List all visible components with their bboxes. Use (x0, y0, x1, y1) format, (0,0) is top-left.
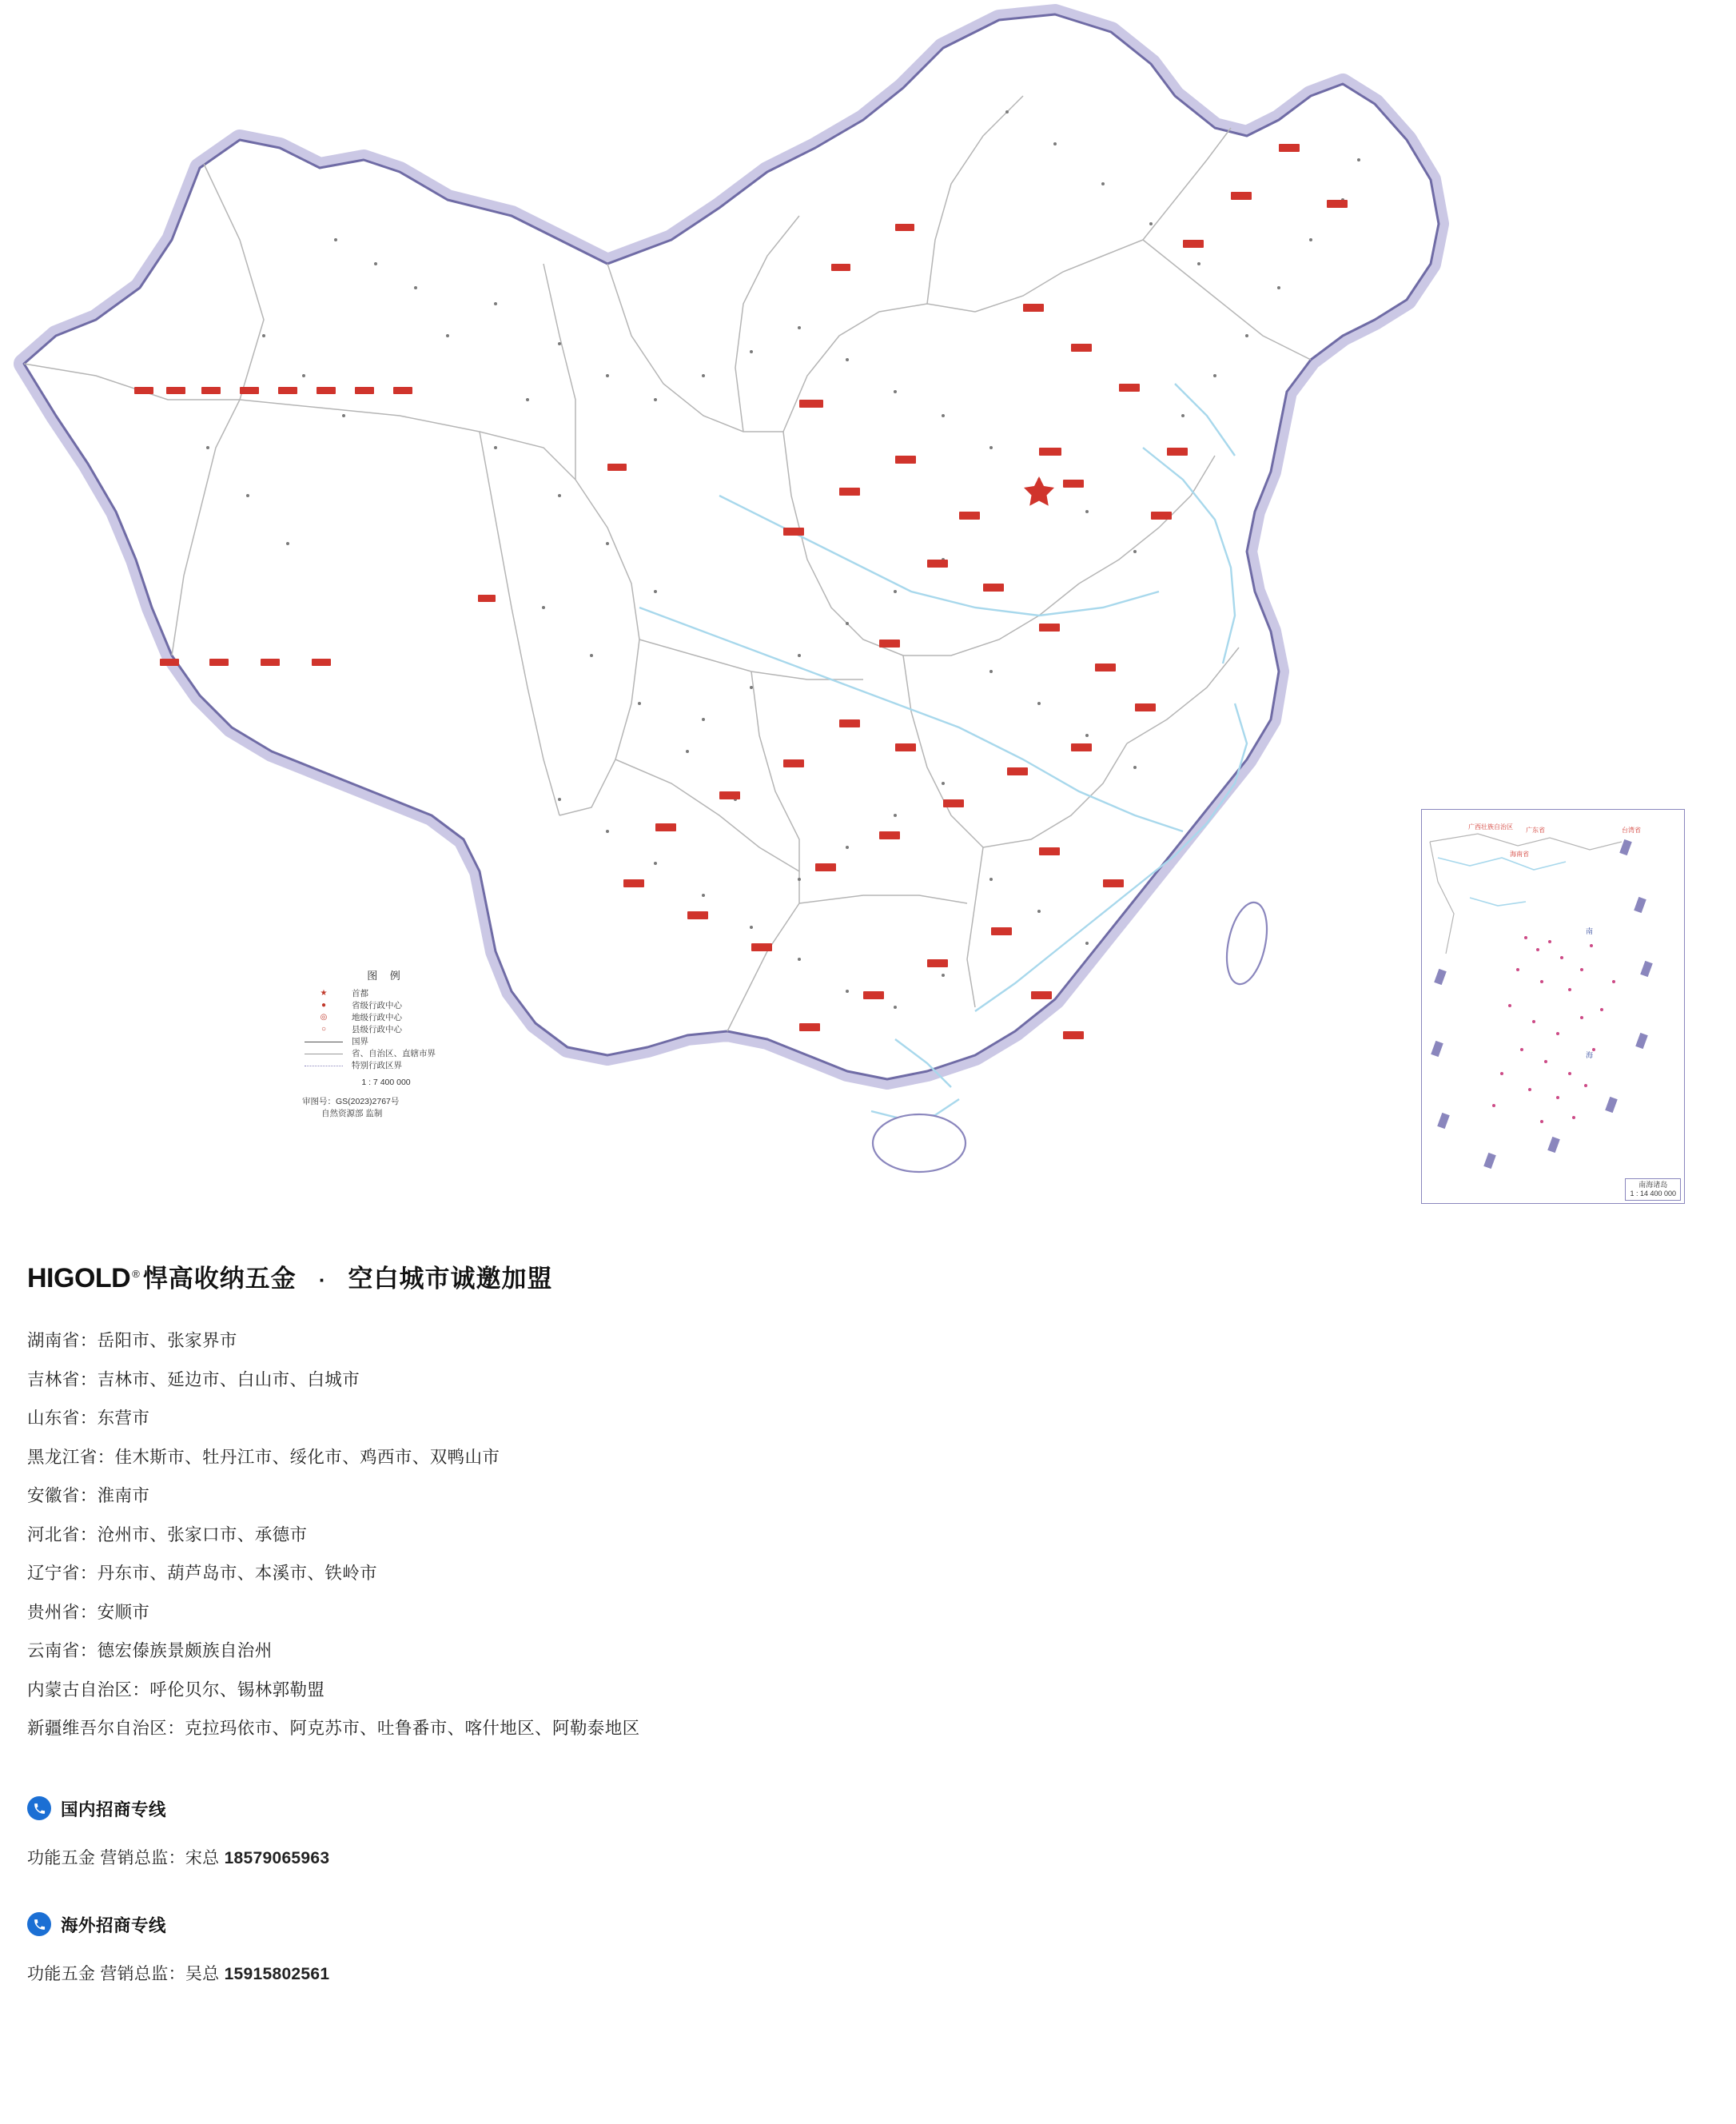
list-item: 贵州省：安顺市 (27, 1602, 150, 1622)
hainan-island (873, 1114, 966, 1172)
list-item: 安徽省：淮南市 (27, 1486, 150, 1505)
legend-label-sar-border: 特别行政区界 (352, 1060, 402, 1070)
legend-label-capital: 首都 (352, 988, 368, 998)
brand-chinese-name: 悍高收纳五金 (142, 1265, 297, 1293)
overseas-hotline-number[interactable]: 15915802561 (224, 1964, 330, 1983)
list-item: 河北省：沧州市、张家口市、承德市 (27, 1524, 308, 1544)
svg-text:海: 海 (1586, 1051, 1594, 1059)
blank-city-list (27, 1333, 1709, 1759)
list-item: 黑龙江省：佳木斯市、牡丹江市、绥化市、鸡西市、双鸭山市 (27, 1447, 500, 1467)
list-item: 内蒙古自治区：呼伦贝尔、锡林郭勒盟 (27, 1680, 325, 1700)
inset-label (1625, 1178, 1681, 1201)
hollow-circle-icon: ○ (321, 1025, 327, 1034)
legend-label-province: 省级行政中心 (352, 1000, 402, 1010)
domestic-hotline-number[interactable]: 18579065963 (224, 1848, 330, 1867)
svg-text:广东省: 广东省 (1526, 827, 1545, 834)
list-item: 云南省：德宏傣族景颇族自治州 (27, 1641, 273, 1660)
china-landmass (24, 14, 1439, 1079)
legend-label-prefecture: 地级行政中心 (352, 1012, 402, 1022)
domestic-hotline-title: 国内招商专线 (61, 1799, 167, 1819)
filled-circle-icon: ● (321, 1001, 327, 1010)
brand-tagline: 空白城市诚邀加盟 (348, 1265, 553, 1293)
approval-line-1: 审图号：GS(2023)2767号 (302, 1096, 400, 1106)
overseas-hotline-header (27, 1912, 1709, 1937)
inset-svg (1422, 810, 1684, 1203)
list-item: 吉林省：吉林市、延边市、白山市、白城市 (27, 1369, 360, 1389)
south-sea-islands-inset[interactable] (1421, 809, 1685, 1204)
brand-separator: · (318, 1268, 326, 1292)
legend-label-county: 县级行政中心 (352, 1024, 402, 1034)
domestic-hotline-header (27, 1796, 1709, 1821)
svg-text:海南省: 海南省 (1510, 851, 1529, 858)
star-icon: ★ (320, 989, 328, 998)
legend-row-province-border (302, 1048, 470, 1060)
map-legend (302, 969, 470, 1121)
svg-text:广西壮族自治区: 广西壮族自治区 (1468, 823, 1513, 831)
legend-row-national-border (302, 1036, 470, 1048)
legend-row-sar-border (302, 1060, 470, 1072)
list-item: 新疆维吾尔自治区：克拉玛依市、阿克苏市、吐鲁番市、喀什地区、阿勒泰地区 (27, 1719, 640, 1738)
overseas-hotline-block (27, 1912, 1709, 1985)
legend-row-capital (302, 988, 470, 1000)
legend-label-national-border: 国界 (352, 1036, 368, 1046)
svg-text:台湾省: 台湾省 (1622, 827, 1641, 834)
domestic-hotline-info (27, 1845, 1709, 1869)
legend-row-prefecture (302, 1012, 470, 1024)
recruitment-content (0, 1258, 1736, 2076)
legend-row-county (302, 1024, 470, 1036)
inset-scale: 1 : 14 400 000 (1630, 1189, 1676, 1197)
double-circle-icon: ◎ (320, 1013, 328, 1022)
higold-logo: HIGOLD (27, 1263, 131, 1293)
phone-icon (27, 1912, 51, 1936)
overseas-hotline-info (27, 1961, 1709, 1985)
overseas-hotline-prefix: 功能五金 营销总监：吴总 (27, 1964, 225, 1983)
approval-line-2: 自然资源部 监制 (321, 1109, 383, 1119)
domestic-hotline-block (27, 1796, 1709, 1869)
inset-title: 南海诸岛 (1638, 1180, 1668, 1189)
legend-heading: 图 例 (367, 970, 405, 982)
list-item: 山东省：东营市 (27, 1409, 150, 1428)
taiwan-island (1220, 899, 1274, 987)
phone-icon (27, 1796, 51, 1820)
domestic-hotline-prefix: 功能五金 营销总监：宋总 (27, 1848, 225, 1867)
overseas-hotline-title: 海外招商专线 (61, 1915, 167, 1935)
legend-label-province-border: 省、自治区、直辖市界 (352, 1048, 436, 1058)
list-item: 辽宁省：丹东市、葫芦岛市、本溪市、铁岭市 (27, 1564, 378, 1583)
map-approval-number (302, 1096, 470, 1122)
legend-row-province (302, 1000, 470, 1012)
registered-mark: ® (132, 1268, 140, 1280)
brand-heading (27, 1258, 1709, 1294)
list-item: 湖南省：岳阳市、张家界市 (27, 1331, 237, 1350)
map-scale: 1 : 7 400 000 (361, 1077, 411, 1087)
svg-text:南: 南 (1586, 927, 1594, 935)
